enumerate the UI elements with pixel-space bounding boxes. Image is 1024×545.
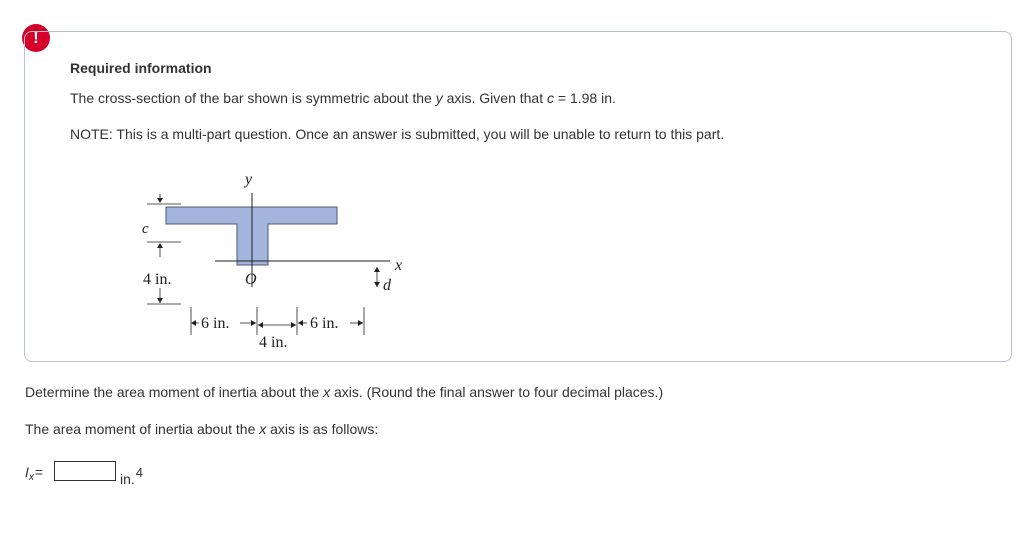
arrow-head bbox=[157, 298, 163, 303]
answer-intro-pre: The area moment of inertia about the bbox=[25, 421, 260, 437]
answer-intro-var: x bbox=[259, 421, 267, 437]
question-post: axis. (Round the final answer to four decimal places.) bbox=[330, 384, 664, 400]
arrow-head bbox=[374, 267, 380, 272]
unit-label bbox=[120, 465, 143, 487]
right-width-label: 6 in. bbox=[310, 315, 339, 332]
required-info-card bbox=[24, 31, 1012, 362]
question-text bbox=[25, 384, 663, 400]
arrow-head bbox=[358, 320, 363, 326]
d-dimension-label: d bbox=[383, 277, 391, 294]
statement-c-var: c bbox=[547, 90, 554, 106]
answer-intro bbox=[25, 421, 378, 437]
question-var: x bbox=[323, 384, 331, 400]
ix-subscript: x bbox=[28, 472, 34, 483]
arrow-head bbox=[251, 320, 256, 326]
statement-value: = 1.98 in. bbox=[554, 90, 616, 106]
unit-text: in. bbox=[120, 471, 135, 487]
arrow-head bbox=[291, 322, 296, 328]
c-dimension-label: c bbox=[142, 221, 149, 237]
ix-answer-input[interactable] bbox=[54, 461, 116, 481]
ix-label bbox=[25, 464, 43, 483]
question-pre: Determine the area moment of inertia about the bbox=[25, 384, 324, 400]
card-title: Required information bbox=[70, 60, 212, 76]
statement-mid: axis. Given that bbox=[442, 90, 547, 106]
ix-symbol: I bbox=[25, 464, 29, 480]
y-axis-label: y bbox=[245, 171, 253, 188]
cross-section-figure bbox=[115, 167, 445, 357]
arrow-head bbox=[374, 282, 380, 287]
left-width-label: 6 in. bbox=[201, 315, 230, 332]
arrow-head bbox=[157, 243, 163, 248]
height-dimension-label: 4 in. bbox=[143, 271, 172, 288]
statement-y-var: y bbox=[435, 90, 443, 106]
arrow-head bbox=[258, 322, 263, 328]
statement-pre: The cross-section of the bar shown is symmetric about the bbox=[70, 90, 436, 106]
unit-exponent: 4 bbox=[135, 465, 144, 480]
center-width-label: 4 in. bbox=[259, 334, 288, 351]
problem-statement bbox=[70, 90, 616, 106]
note-text: NOTE: This is a multi-part question. Once an answer is submitted, you will be unable to return to this part. bbox=[70, 126, 725, 142]
answer-intro-post: axis is as follows: bbox=[266, 421, 379, 437]
arrow-head bbox=[157, 198, 163, 203]
x-axis-label: x bbox=[395, 257, 403, 274]
equals-sign: = bbox=[34, 464, 44, 480]
arrow-head bbox=[298, 320, 303, 326]
origin-label: O bbox=[245, 271, 257, 288]
arrow-head bbox=[191, 320, 196, 326]
alert-icon: ! bbox=[22, 24, 50, 52]
